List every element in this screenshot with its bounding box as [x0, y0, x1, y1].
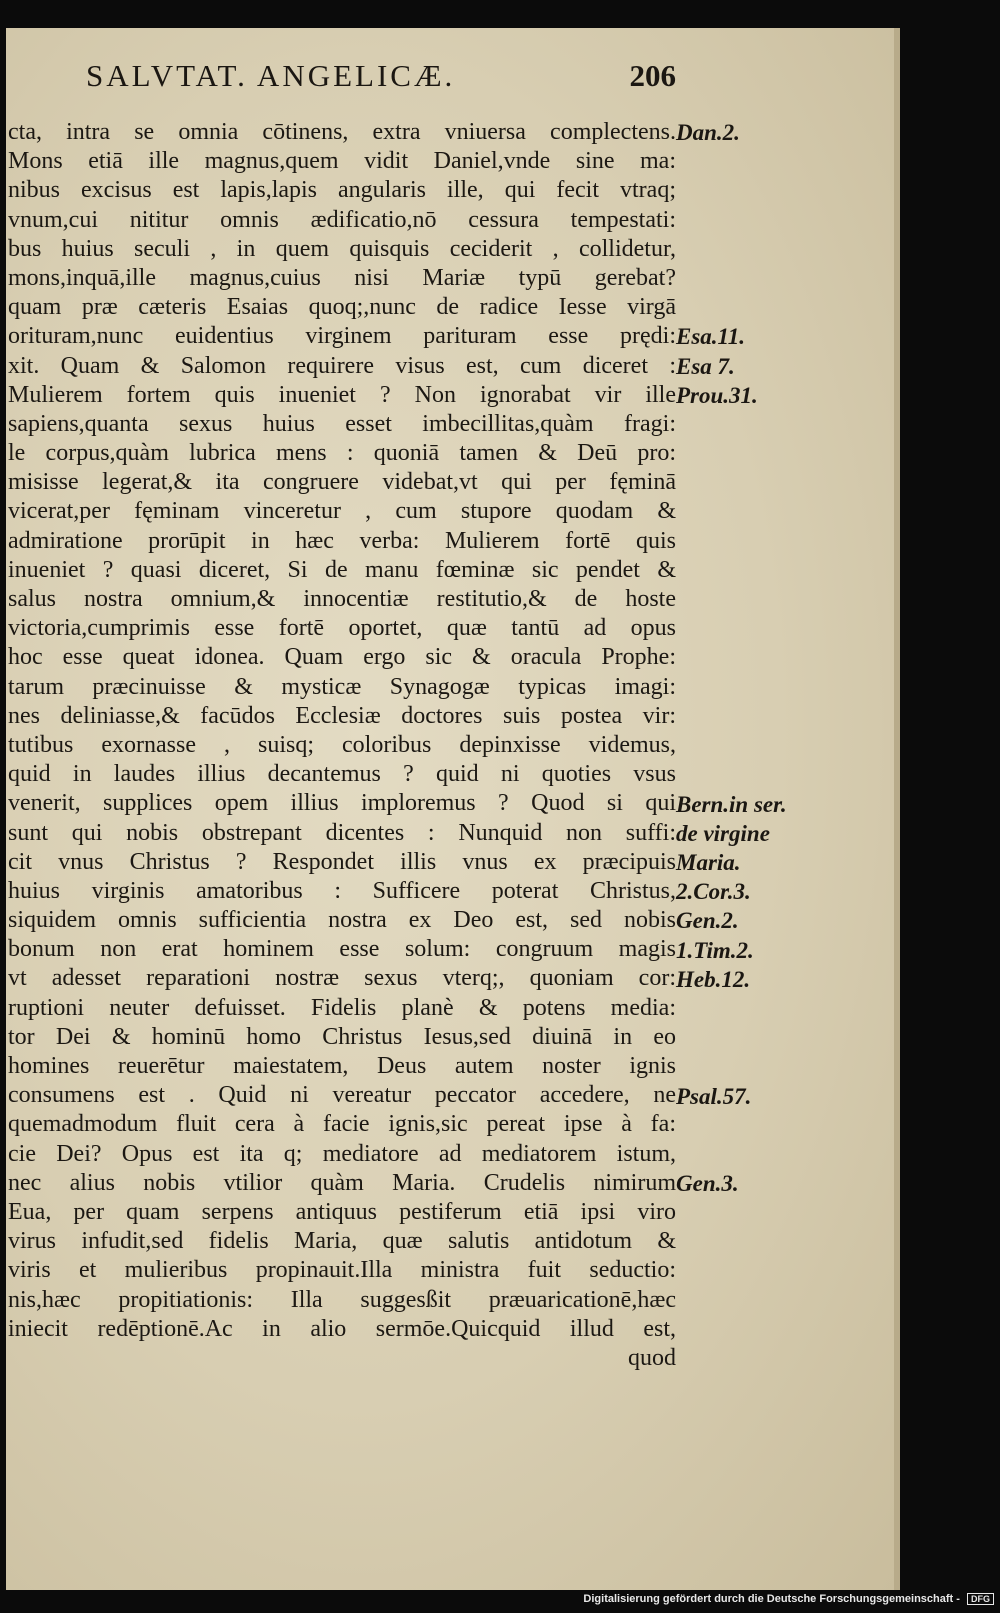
text-line: victoria,cumprimis esse fortē oportet, quæ tantū ad opus — [8, 615, 676, 642]
text-line: hoc esse queat idonea. Quam ergo sic & oracula Prophe: — [8, 644, 676, 671]
text-line: le corpus,quàm lubrica mens : quoniā tamen & Deū pro: — [8, 440, 676, 467]
text-line: consumens est . Quid ni vereatur peccator accedere, ne — [8, 1082, 676, 1109]
margin-note: de virgine — [676, 820, 770, 846]
margin-note: 2.Cor.3. — [676, 879, 751, 905]
text-line: Mons etiā ille magnus,quem vidit Daniel,vnde sine ma: — [8, 148, 676, 175]
text-line: huius virginis amatoribus : Sufficere poterat Christus, — [8, 877, 676, 904]
text-line: misisse legerat,& ita congruere videbat,vt qui per fęminā — [8, 469, 676, 496]
margin-note: Dan.2. — [676, 120, 740, 145]
text-line: iniecit redēptionē.Ac in alio sermōe.Quicquid illud est, — [8, 1315, 676, 1342]
text-line: sunt qui nobis obstrepant dicentes : Nunquid non suffi: — [8, 819, 676, 846]
text-line: bus huius seculi , in quem quisquis ceciderit , collidetur, — [8, 235, 676, 262]
text-line: vt adesset reparationi nostræ sexus vterq;, quoniam cor: — [8, 965, 676, 992]
text-line: quam præ cæteris Esaias quoq;,nunc de radice Iesse virgā — [8, 294, 676, 321]
margin-note: Gen.3. — [676, 1171, 739, 1197]
text-line: inueniet ? quasi diceret, Si de manu fœminæ sic pendet & — [8, 556, 676, 583]
text-line: homines reuerētur maiestatem, Deus autem noster ignis — [8, 1053, 676, 1079]
margin-note: Esa.11. — [676, 324, 746, 350]
text-line: nibus excisus est lapis,lapis angularis ille, qui fecit vtraq; — [8, 177, 676, 204]
running-title: SALVTAT. ANGELICÆ. — [86, 58, 456, 93]
dfg-logo-text: DFG — [967, 1593, 994, 1605]
text-line: venerit, supplices opem illius imploremus ? Quod si qui — [8, 790, 676, 817]
margin-note: Esa 7. — [676, 353, 735, 379]
margin-note: Psal.57. — [676, 1083, 752, 1109]
text-line: tutibus exornasse , suisq; coloribus depinxisse videmus, — [8, 731, 676, 758]
text-line: Eua, per quam serpens antiquus pestiferum etiā ipsi viro — [8, 1198, 676, 1225]
text-line: mons,inquā,ille magnus,cuius nisi Mariæ typū gerebat? — [8, 264, 676, 291]
body-text — [8, 118, 676, 1373]
text-line: nis,hæc propitiationis: Illa suggesßit præuaricationē,hæc — [8, 1286, 676, 1313]
text-line: quod — [628, 1344, 676, 1371]
text-line: siquidem omnis sufficientia nostra ex Deo est, sed nobis — [8, 907, 676, 934]
text-line: quid in laudes illius decantemus ? quid ni quoties vsus — [8, 761, 676, 788]
text-line: sapiens,quanta sexus huius esset imbecillitas,quàm fragi: — [8, 410, 676, 437]
margin-note: Heb.12. — [676, 966, 751, 992]
text-line: nec alius nobis vtilior quàm Maria. Crudelis nimirum — [8, 1169, 676, 1196]
text-line: salus nostra omnium,& innocentiæ restitutio,& de hoste — [8, 586, 676, 612]
text-line: tarum præcinuisse & mysticæ Synagogæ typicas imagi: — [8, 673, 676, 700]
text-line: cit vnus Christus ? Respondet illis vnus ex præcipuis — [8, 848, 676, 875]
text-line: cie Dei? Opus est ita q; mediatore ad mediatorem istum, — [8, 1140, 676, 1167]
folio-number: 206 — [629, 58, 676, 93]
digitization-credit — [583, 1593, 994, 1605]
page-edge — [894, 28, 900, 1590]
text-line: viris et mulieribus propinauit.Illa ministra fuit seductio: — [8, 1257, 676, 1284]
text-line: vicerat,per fęminam vinceretur , cum stupore quodam & — [8, 498, 676, 525]
margin-note: Gen.2. — [676, 908, 739, 934]
page-header — [86, 58, 676, 106]
text-line: quemadmodum fluit cera à facie ignis,sic pereat ipse à fa: — [8, 1111, 676, 1138]
margin-note: Prou.31. — [676, 382, 758, 408]
text-line: nes deliniasse,& facūdos Ecclesiæ doctores suis postea vir: — [8, 702, 676, 729]
text-line: ruptioni neuter defuisset. Fidelis planè & potens media: — [8, 994, 676, 1021]
text-line: vnum,cui nititur omnis ædificatio,nō cessura tempestati: — [8, 206, 676, 233]
text-line: Mulierem fortem quis inueniet ? Non ignorabat vir ille — [8, 381, 676, 408]
text-line: tor Dei & hominū homo Christus Iesus,sed diuinā in eo — [8, 1023, 676, 1050]
text-line: virus infudit,sed fidelis Maria, quæ salutis antidotum & — [8, 1228, 676, 1255]
margin-note: 1.Tim.2. — [676, 937, 754, 963]
margin-note: Bern.in ser. — [676, 791, 787, 817]
text-line: admiratione prorūpit in hæc verba: Mulierem fortē quis — [8, 527, 676, 554]
text-line: cta, intra se omnia cōtinens, extra vniuersa complectens. — [8, 119, 676, 145]
text-line: bonum non erat hominem esse solum: congruum magis — [8, 936, 676, 963]
text-line: xit. Quam & Salomon requirere visus est, cum diceret : — [8, 352, 676, 379]
credit-text: Digitalisierung gefördert durch die Deutsche Forschungsgemeinschaft - — [583, 1593, 960, 1605]
text-line: orituram,nunc euidentius virginem parituram esse prędi: — [8, 323, 676, 350]
margin-note: Maria. — [676, 850, 741, 875]
